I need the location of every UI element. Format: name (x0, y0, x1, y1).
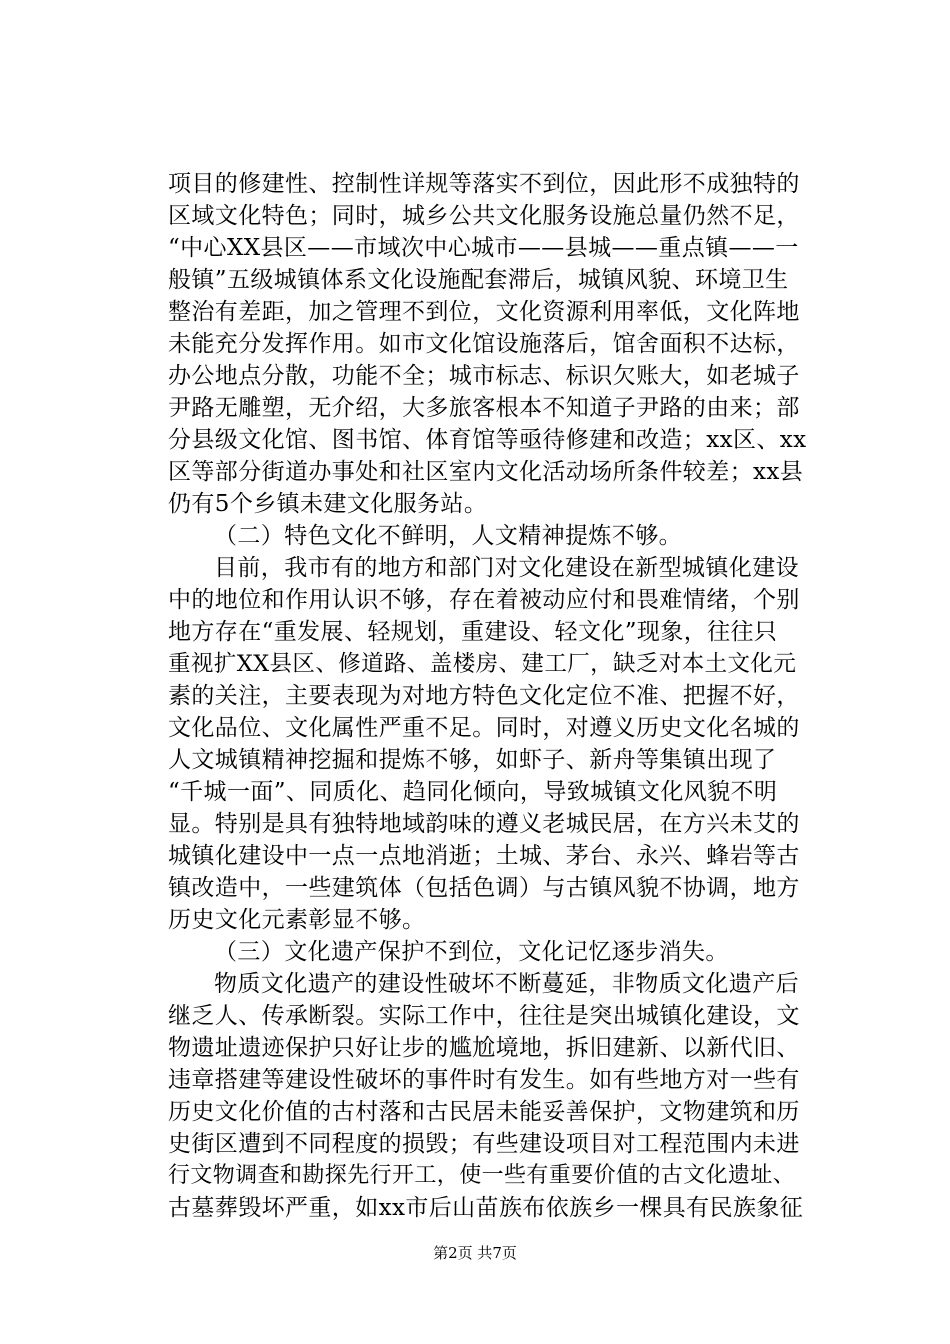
text-line: 地方存在“重发展、轻规划，重建设、轻文化”现象，往往只 (168, 619, 778, 645)
text-line: 未能充分发挥作用。如市文化馆设施落后，馆舍面积不达标， (168, 331, 800, 357)
text-line: 素的关注，主要表现为对地方特色文化定位不准、把握不好， (168, 683, 800, 709)
text-line: 仍有5个乡镇未建文化服务站。 (168, 491, 488, 517)
text-line: 办公地点分散，功能不全；城市标志、标识欠账大，如老城子 (168, 363, 800, 389)
text-line: 违章搭建等建设性破坏的事件时有发生。如有些地方对一些有 (168, 1067, 800, 1093)
text-line: 文化品位、文化属性严重不足。同时，对遵义历史文化名城的 (168, 715, 800, 741)
text-line: 重视扩XX县区、修道路、盖楼房、建工厂，缺乏对本土文化元 (168, 651, 797, 677)
text-line: 史街区遭到不同程度的损毁；有些建设项目对工程范围内未进 (168, 1131, 800, 1157)
text-line: 物遗址遗迹保护只好让步的尴尬境地，拆旧建新、以新代旧、 (168, 1035, 800, 1061)
text-line: 尹路无雕塑，无介绍，大多旅客根本不知道子尹路的由来；部 (168, 395, 800, 421)
text-line: 显。特别是具有独特地域韵味的遵义老城民居，在方兴未艾的 (168, 811, 800, 837)
text-line: 镇改造中，一些建筑体（包括色调）与古镇风貌不协调，地方 (168, 875, 800, 901)
text-line: 历史文化价值的古村落和古民居未能妥善保护，文物建筑和历 (168, 1099, 800, 1125)
text-line: 中的地位和作用认识不够，存在着被动应付和畏难情绪，个别 (168, 587, 800, 613)
text-line: 历史文化元素彰显不够。 (168, 907, 426, 933)
section-heading-2: （二）特色文化不鲜明，人文精神提炼不够。 (214, 523, 682, 549)
text-line: 般镇”五级城镇体系文化设施配套滞后，城镇风貌、环境卫生 (168, 267, 789, 293)
text-line: “千城一面”、同质化、趋同化倾向，导致城镇文化风貌不明 (168, 779, 778, 805)
text-line: 项目的修建性、控制性详规等落实不到位，因此形不成独特的 (168, 171, 800, 197)
text-line: 古墓葬毁坏严重，如xx市后山苗族布依族乡一棵具有民族象征 (168, 1195, 804, 1221)
text-line: 城镇化建设中一点一点地消逝；土城、茅台、永兴、蜂岩等古 (168, 843, 800, 869)
text-line: “中心XX县区——市域次中心城市——县城——重点镇——一 (168, 235, 799, 261)
text-line: 区域文化特色；同时，城乡公共文化服务设施总量仍然不足， (168, 203, 800, 229)
body-text (168, 168, 808, 1224)
text-line: 人文城镇精神挖掘和提炼不够，如虾子、新舟等集镇出现了 (168, 747, 777, 773)
text-line: 整治有差距，加之管理不到位，文化资源利用率低，文化阵地 (168, 299, 800, 325)
text-line: 区等部分街道办事处和社区室内文化活动场所条件较差；xx县 (168, 459, 804, 485)
text-line: 分县级文化馆、图书馆、体育馆等亟待修建和改造；xx区、xx (168, 427, 807, 453)
text-line: 继乏人、传承断裂。实际工作中，往往是突出城镇化建设，文 (168, 1003, 800, 1029)
section-heading-3: （三）文化遗产保护不到位，文化记忆逐步消失。 (214, 939, 729, 965)
paragraph-start: 物质文化遗产的建设性破坏不断蔓延，非物质文化遗产后 (214, 971, 799, 997)
paragraph-start: 目前，我市有的地方和部门对文化建设在新型城镇化建设 (214, 555, 799, 581)
page-number-footer: 第2页 共7页 (433, 1244, 517, 1262)
text-line: 行文物调查和勘探先行开工，使一些有重要价值的古文化遗址、 (168, 1163, 796, 1188)
